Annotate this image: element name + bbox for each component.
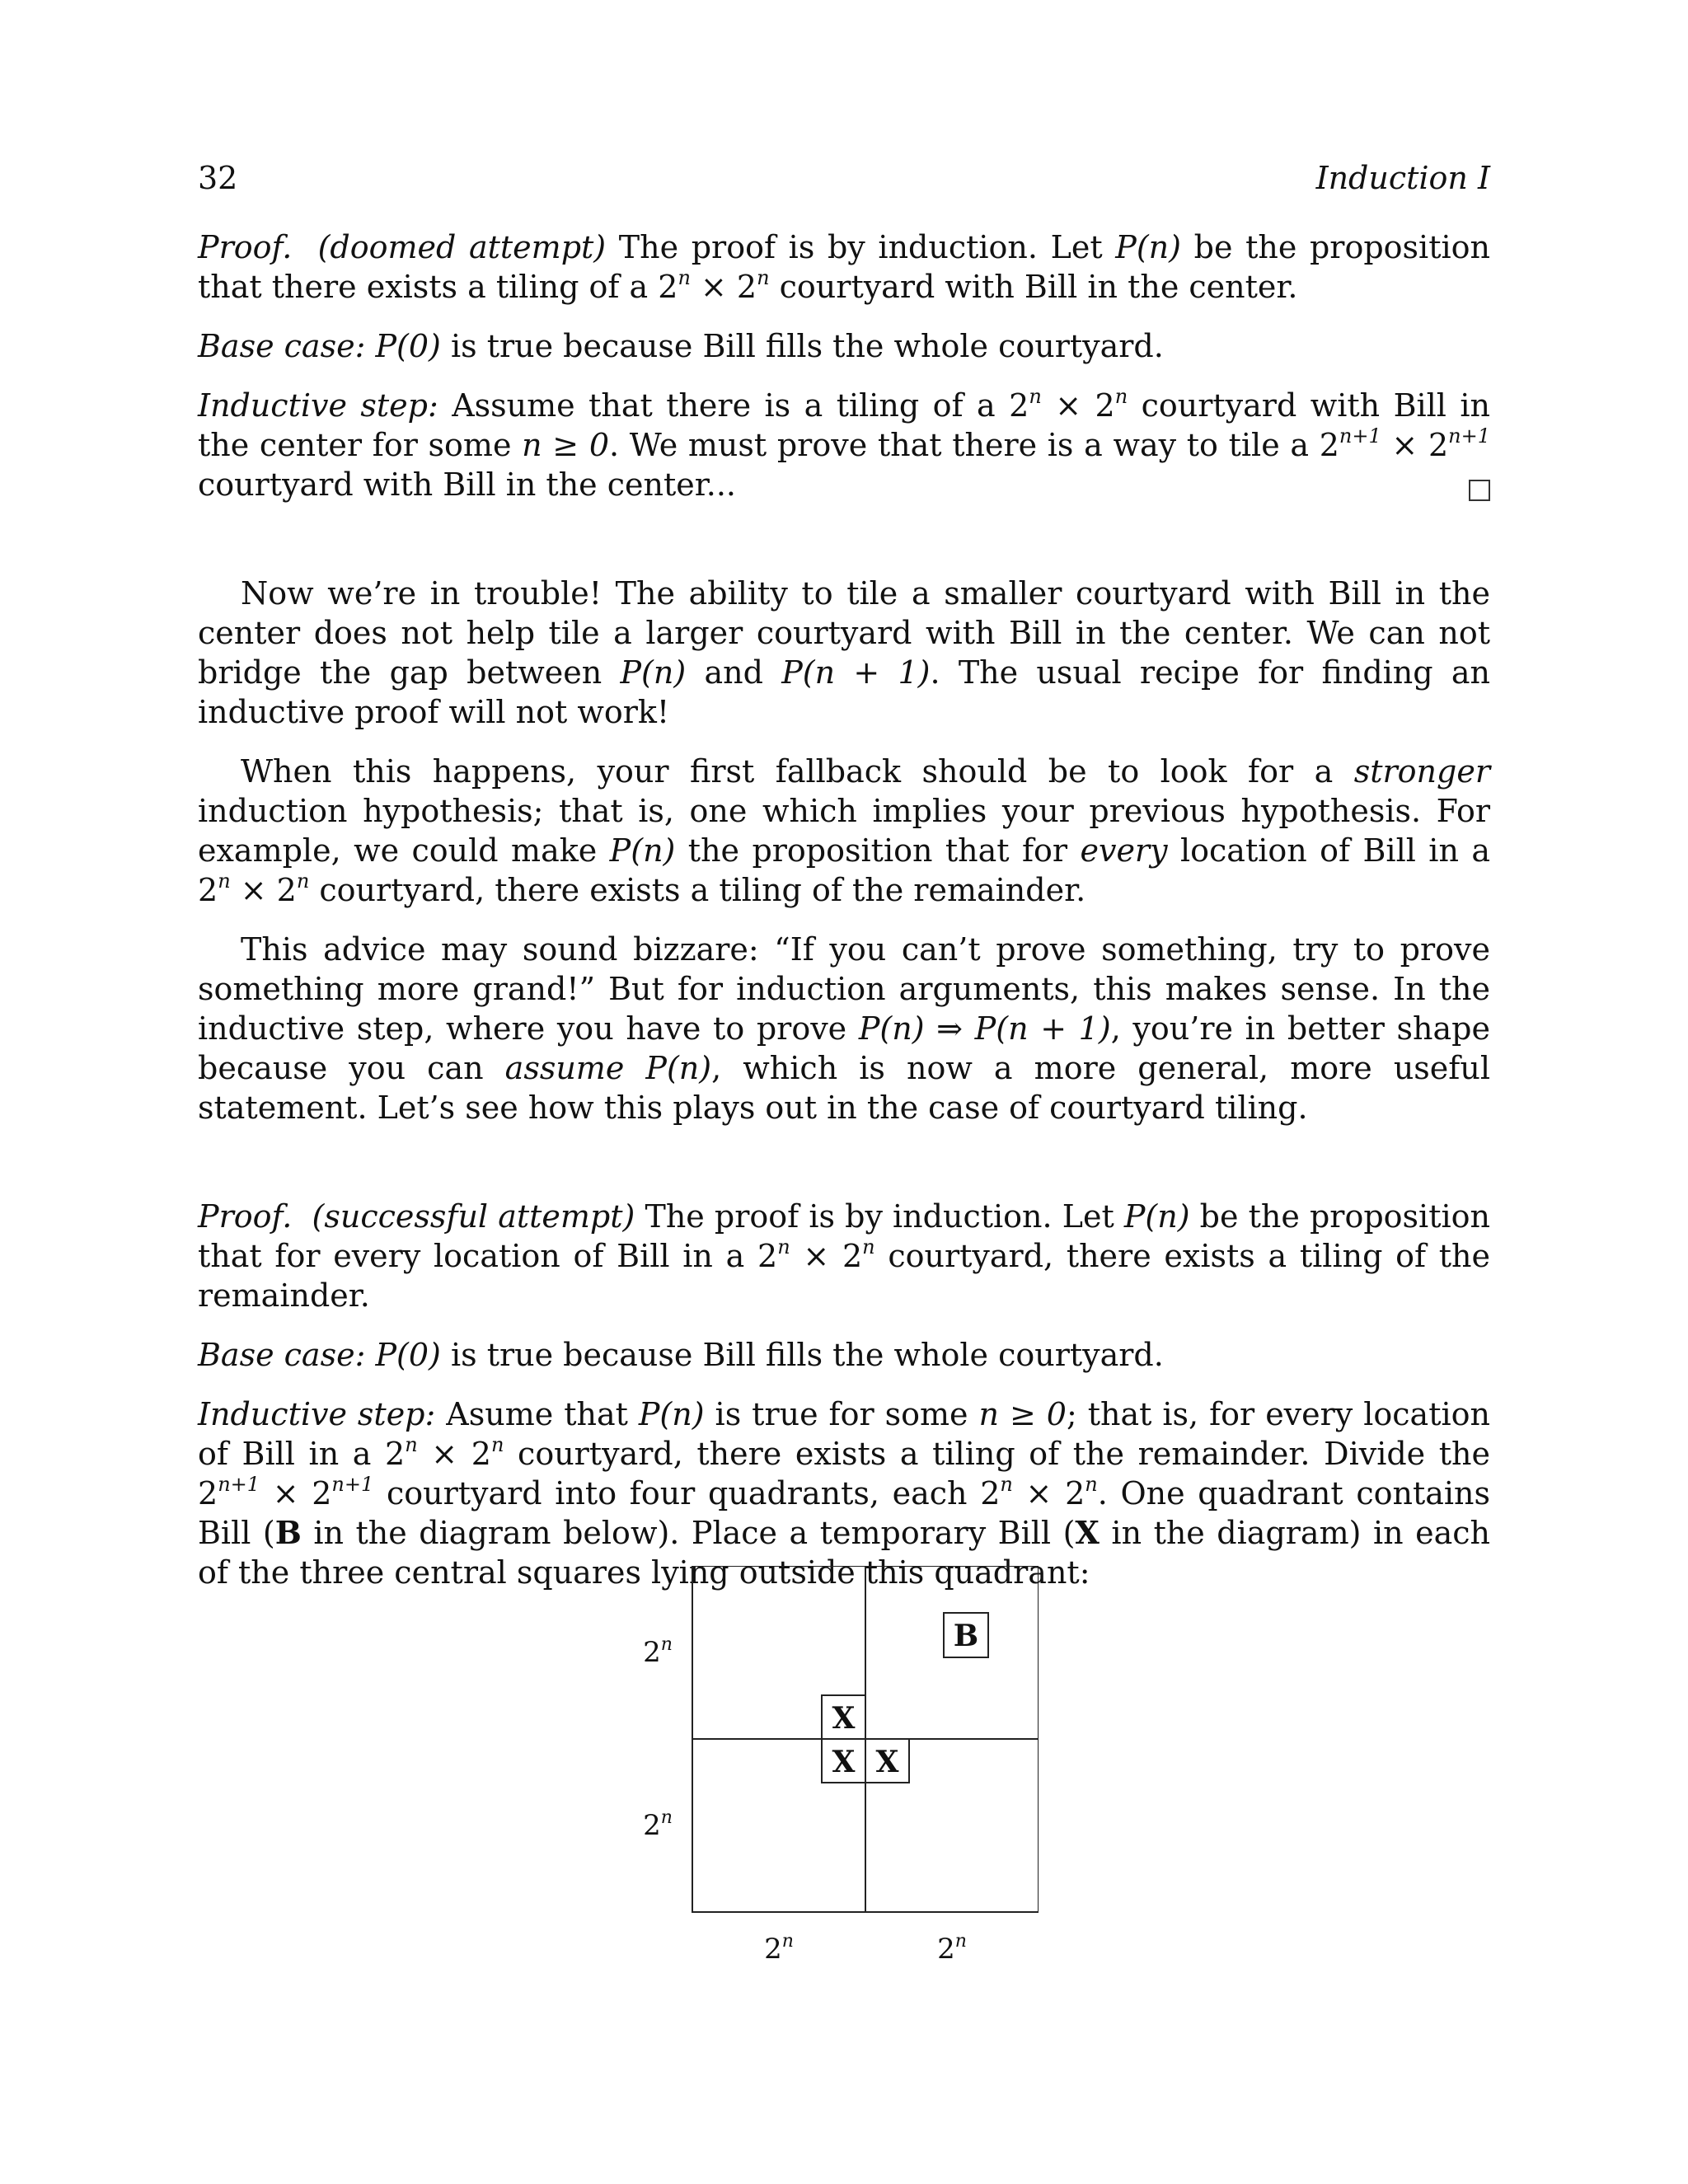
side-label-left-top: 2$^n$ xyxy=(643,1634,673,1669)
bill-label: B xyxy=(953,1619,979,1653)
paragraph-stronger-hypothesis: When this happens, your first fallback should be to look for a stronger induction hypothesis; that is, one which implies your previous hypothesis. For example, we could make P(n) the proposition that for every location of Bill in a $2^n \times 2^n$ courtyard, there exists a tiling of the remainder. xyxy=(198,753,1491,908)
courtyard-diagram xyxy=(626,1566,1039,2003)
side-label-bottom-left: 2$^n$ xyxy=(764,1931,794,1966)
side-label-left-bottom: 2$^n$ xyxy=(643,1807,673,1842)
page-number: 32 xyxy=(198,160,238,196)
proof-doomed-inductive-step: Inductive step: Assume that there is a tiling of a $2^n \times 2^n$ courtyard with Bill in the center for some n ≥ 0. We must prove that there is a way to tile a $2^{n+1} \times 2^{n+1}$ courtyard with Bill in the center... xyxy=(198,385,1491,503)
side-label-bottom-right: 2$^n$ xyxy=(937,1931,967,1966)
proof-successful-intro: Proof. (successful attempt) The proof is by induction. Let P(n) be the proposition that for every location of Bill in a $2^n \times 2^n$ courtyard, there exists a tiling of the remainder. xyxy=(198,1198,1491,1314)
proof-successful-base-case: Base case: P(0) is true because Bill fills the whole courtyard. xyxy=(198,1337,1164,1373)
courtyard-svg xyxy=(626,1566,1039,2003)
body-text xyxy=(198,227,1490,1612)
running-header xyxy=(198,155,1490,201)
running-title: Induction I xyxy=(1315,160,1490,196)
proof-successful-inductive-step: Inductive step: Asume that P(n) is true for some n ≥ 0; that is, for every location of Bill in a $2^n \times 2^n$ courtyard, there exists a tiling of the remainder. Divide the $2^{n+1} \times 2^{n+1}$ courtyard into four quadrants, each $2^n \times 2^n$. One quadrant contains Bill (B in the diagram below). Place a temporary Bill (X in the diagram) in each of the three central squares lying outside this quadrant: xyxy=(198,1396,1491,1591)
temp-label-2: X xyxy=(832,1745,856,1779)
temp-label-1: X xyxy=(832,1701,856,1736)
proof-doomed-base-case: Base case: P(0) is true because Bill fills the whole courtyard. xyxy=(198,328,1164,364)
qed-square xyxy=(1469,480,1490,501)
temp-label-3: X xyxy=(875,1745,899,1779)
proof-doomed-intro: Proof. (doomed attempt) The proof is by induction. Let P(n) be the proposition that there exists a tiling of a $2^n \times 2^n$ courtyard with Bill in the center. xyxy=(198,229,1490,305)
paragraph-trouble: Now we’re in trouble! The ability to tile a smaller courtyard with Bill in the center does not help tile a larger courtyard with Bill in the center. We can not bridge the gap between P(n) and P(n + 1). The usual recipe for finding an inductive proof will not work! xyxy=(198,575,1490,730)
paragraph-advice: This advice may sound bizzare: “If you can’t prove something, try to prove something more grand!” But for induction arguments, this makes sense. In the inductive step, where you have to prove P(n) ⇒ P(n + 1), you’re in better shape because you can assume P(n), which is now a more general, more useful statement. Let’s see how this plays out in the case of courtyard tiling. xyxy=(198,931,1490,1126)
